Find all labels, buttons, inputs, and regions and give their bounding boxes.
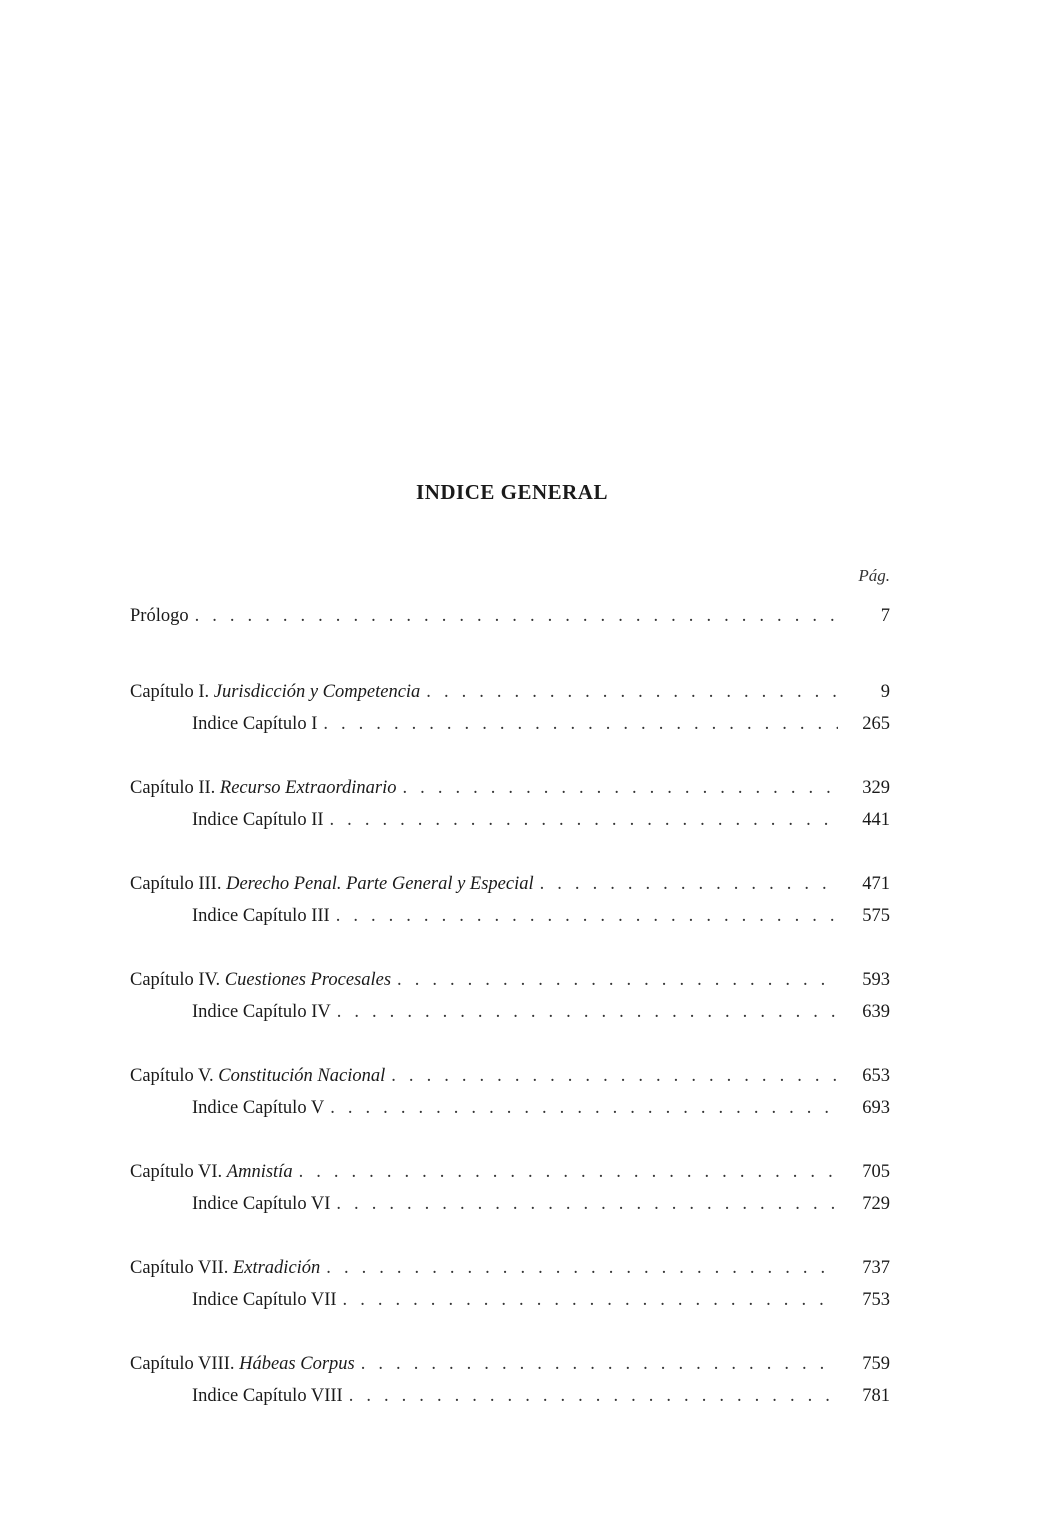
table-of-contents (130, 600, 890, 1444)
toc-entry-chapter-index (130, 1380, 890, 1412)
dot-leader (326, 1252, 838, 1284)
chapter-index-label: Indice Capítulo IV (192, 1002, 331, 1022)
toc-group-chapter-2 (130, 772, 890, 836)
chapter-subtitle: Recurso Extraordinario (219, 778, 397, 798)
chapter-subtitle: Derecho Penal. Parte General y Especial (226, 874, 534, 894)
dot-leader (540, 868, 838, 900)
chapter-index-label: Indice Capítulo V (192, 1098, 325, 1118)
chapter-index-label: Indice Capítulo I (192, 714, 318, 734)
toc-entry-chapter (130, 1156, 890, 1188)
dot-leader (343, 1284, 838, 1316)
chapter-label: Capítulo VIII. (130, 1354, 235, 1374)
toc-entry-chapter (130, 772, 890, 804)
chapter-index-page: 753 (862, 1290, 890, 1310)
dot-leader (391, 1060, 838, 1092)
toc-entry-chapter-index (130, 1284, 890, 1316)
toc-entry-chapter (130, 868, 890, 900)
chapter-page: 593 (862, 970, 890, 990)
chapter-index-label: Indice Capítulo III (192, 906, 330, 926)
toc-group-chapter-6 (130, 1156, 890, 1220)
chapter-label: Capítulo VI. (130, 1162, 223, 1182)
page-title: INDICE GENERAL (416, 480, 608, 504)
dot-leader (195, 600, 838, 632)
dot-leader (397, 964, 838, 996)
chapter-label: Capítulo III. (130, 874, 222, 894)
chapter-index-label: Indice Capítulo VIII (192, 1386, 343, 1406)
chapter-label: Capítulo IV. (130, 970, 221, 990)
toc-group-chapter-4 (130, 964, 890, 1028)
toc-group-chapter-7 (130, 1252, 890, 1316)
dot-leader (323, 708, 838, 740)
toc-entry-prologue (130, 600, 890, 632)
chapter-page: 653 (862, 1066, 890, 1086)
toc-entry-chapter-index (130, 996, 890, 1028)
chapter-page: 705 (862, 1162, 890, 1182)
toc-group-chapter-1 (130, 676, 890, 740)
chapter-label: Capítulo VII. (130, 1258, 229, 1278)
dot-leader (336, 900, 838, 932)
dot-leader (299, 1156, 838, 1188)
toc-group-chapter-5 (130, 1060, 890, 1124)
chapter-label: Capítulo II. (130, 778, 216, 798)
chapter-index-page: 729 (862, 1194, 890, 1214)
chapter-subtitle: Hábeas Corpus (239, 1354, 355, 1374)
page-column-label: Pág. (858, 566, 890, 585)
chapter-index-page: 781 (862, 1386, 890, 1406)
dot-leader (336, 1188, 838, 1220)
chapter-page: 737 (862, 1258, 890, 1278)
chapter-index-label: Indice Capítulo VII (192, 1290, 337, 1310)
toc-entry-chapter (130, 1060, 890, 1092)
toc-entry-chapter (130, 676, 890, 708)
dot-leader (361, 1348, 838, 1380)
dot-leader (337, 996, 838, 1028)
dot-leader (349, 1380, 838, 1412)
toc-entry-page: 7 (880, 606, 890, 626)
chapter-page: 329 (862, 778, 890, 798)
chapter-index-page: 575 (862, 906, 890, 926)
chapter-subtitle: Extradición (232, 1258, 321, 1278)
chapter-index-page: 441 (862, 810, 890, 830)
toc-group-chapter-3 (130, 868, 890, 932)
chapter-page: 471 (862, 874, 890, 894)
chapter-label: Capítulo I. (130, 682, 210, 702)
dot-leader (330, 804, 838, 836)
toc-entry-chapter (130, 964, 890, 996)
dot-leader (403, 772, 838, 804)
chapter-page: 759 (862, 1354, 890, 1374)
toc-group-chapter-8 (130, 1348, 890, 1412)
toc-entry-chapter-index (130, 804, 890, 836)
chapter-page: 9 (880, 682, 890, 702)
toc-entry-label: Prólogo (130, 606, 189, 626)
dot-leader (426, 676, 838, 708)
toc-entry-chapter (130, 1252, 890, 1284)
toc-entry-chapter-index (130, 1188, 890, 1220)
chapter-subtitle: Constitución Nacional (218, 1066, 386, 1086)
chapter-index-page: 265 (862, 714, 890, 734)
chapter-label: Capítulo V. (130, 1066, 214, 1086)
toc-entry-chapter-index (130, 900, 890, 932)
toc-entry-chapter (130, 1348, 890, 1380)
chapter-index-label: Indice Capítulo II (192, 810, 324, 830)
toc-group-prologue (130, 600, 890, 632)
toc-entry-chapter-index (130, 1092, 890, 1124)
chapter-index-page: 693 (862, 1098, 890, 1118)
chapter-index-label: Indice Capítulo VI (192, 1194, 331, 1214)
dot-leader (330, 1092, 838, 1124)
chapter-subtitle: Cuestiones Procesales (224, 970, 392, 990)
chapter-subtitle: Jurisdicción y Competencia (213, 682, 421, 702)
chapter-subtitle: Amnistía (226, 1162, 293, 1182)
toc-entry-chapter-index (130, 708, 890, 740)
chapter-index-page: 639 (862, 1002, 890, 1022)
